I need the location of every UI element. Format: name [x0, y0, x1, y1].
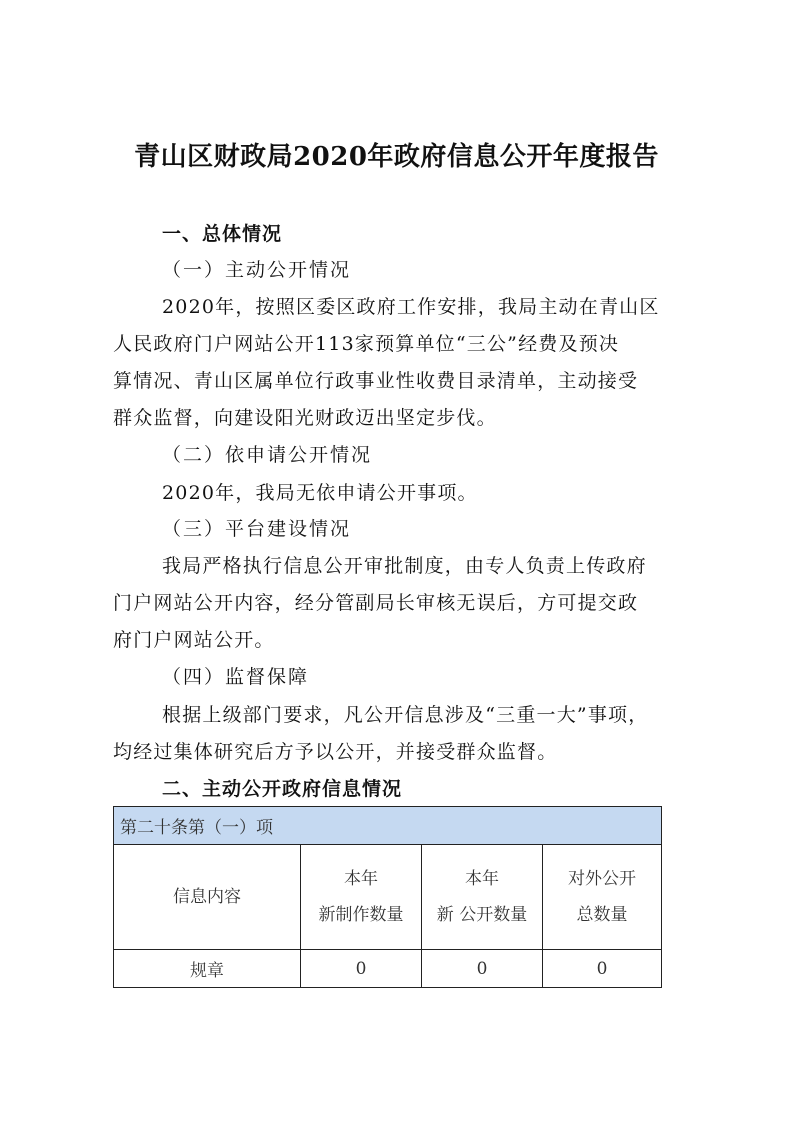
header-line: 本年 [344, 869, 378, 889]
paragraph-line: 均经过集体研究后方予以公开，并接受群众监督。 [113, 741, 558, 763]
header-line: 新制作数量 [318, 905, 404, 925]
header-info-content: 信息内容 [114, 845, 301, 950]
table-header-row [114, 845, 662, 950]
paragraph-line: 2020年，我局无依申请公开事项。 [162, 482, 478, 504]
paragraph-line: 门户网站公开内容，经分管副局长审核无误后，方可提交政 [113, 592, 639, 614]
table-row [114, 950, 662, 988]
header-line: 本年 [465, 869, 499, 889]
paragraph-line: 算情况、青山区属单位行政事业性收费目录清单，主动接受 [113, 370, 639, 392]
subheading-on-request: （二）依申请公开情况 [162, 444, 373, 466]
paragraph-line: 群众监督，向建设阳光财政迈出坚定步伐。 [113, 407, 497, 429]
header-new-made [301, 845, 422, 950]
header-line: 对外公开 [568, 869, 636, 889]
row-total: 0 [543, 950, 662, 988]
header-new-published [422, 845, 543, 950]
header-line: 新 公开数量 [436, 905, 528, 925]
header-line: 总数量 [576, 905, 628, 925]
paragraph-line: 人民政府门户网站公开113家预算单位“三公”经费及预决 [113, 333, 620, 355]
disclosure-table [113, 806, 662, 988]
row-published: 0 [422, 950, 543, 988]
row-label: 规章 [114, 950, 301, 988]
paragraph-line: 2020年，按照区委区政府工作安排，我局主动在青山区 [162, 296, 660, 318]
page-title: 青山区财政局2020年政府信息公开年度报告 [134, 142, 659, 172]
header-total [543, 845, 662, 950]
section-heading-active-info: 二、主动公开政府信息情况 [162, 778, 403, 800]
paragraph-line: 府门户网站公开。 [113, 629, 275, 651]
paragraph-line: 根据上级部门要求，凡公开信息涉及“三重一大”事项， [162, 704, 649, 726]
section-heading-overview: 一、总体情况 [162, 223, 283, 245]
row-made: 0 [301, 950, 422, 988]
subheading-supervision: （四）监督保障 [162, 666, 310, 688]
subheading-platform: （三）平台建设情况 [162, 518, 352, 540]
table-caption: 第二十条第（一）项 [114, 807, 662, 845]
subheading-active-disclosure: （一）主动公开情况 [162, 259, 352, 281]
paragraph-line: 我局严格执行信息公开审批制度，由专人负责上传政府 [162, 555, 647, 577]
